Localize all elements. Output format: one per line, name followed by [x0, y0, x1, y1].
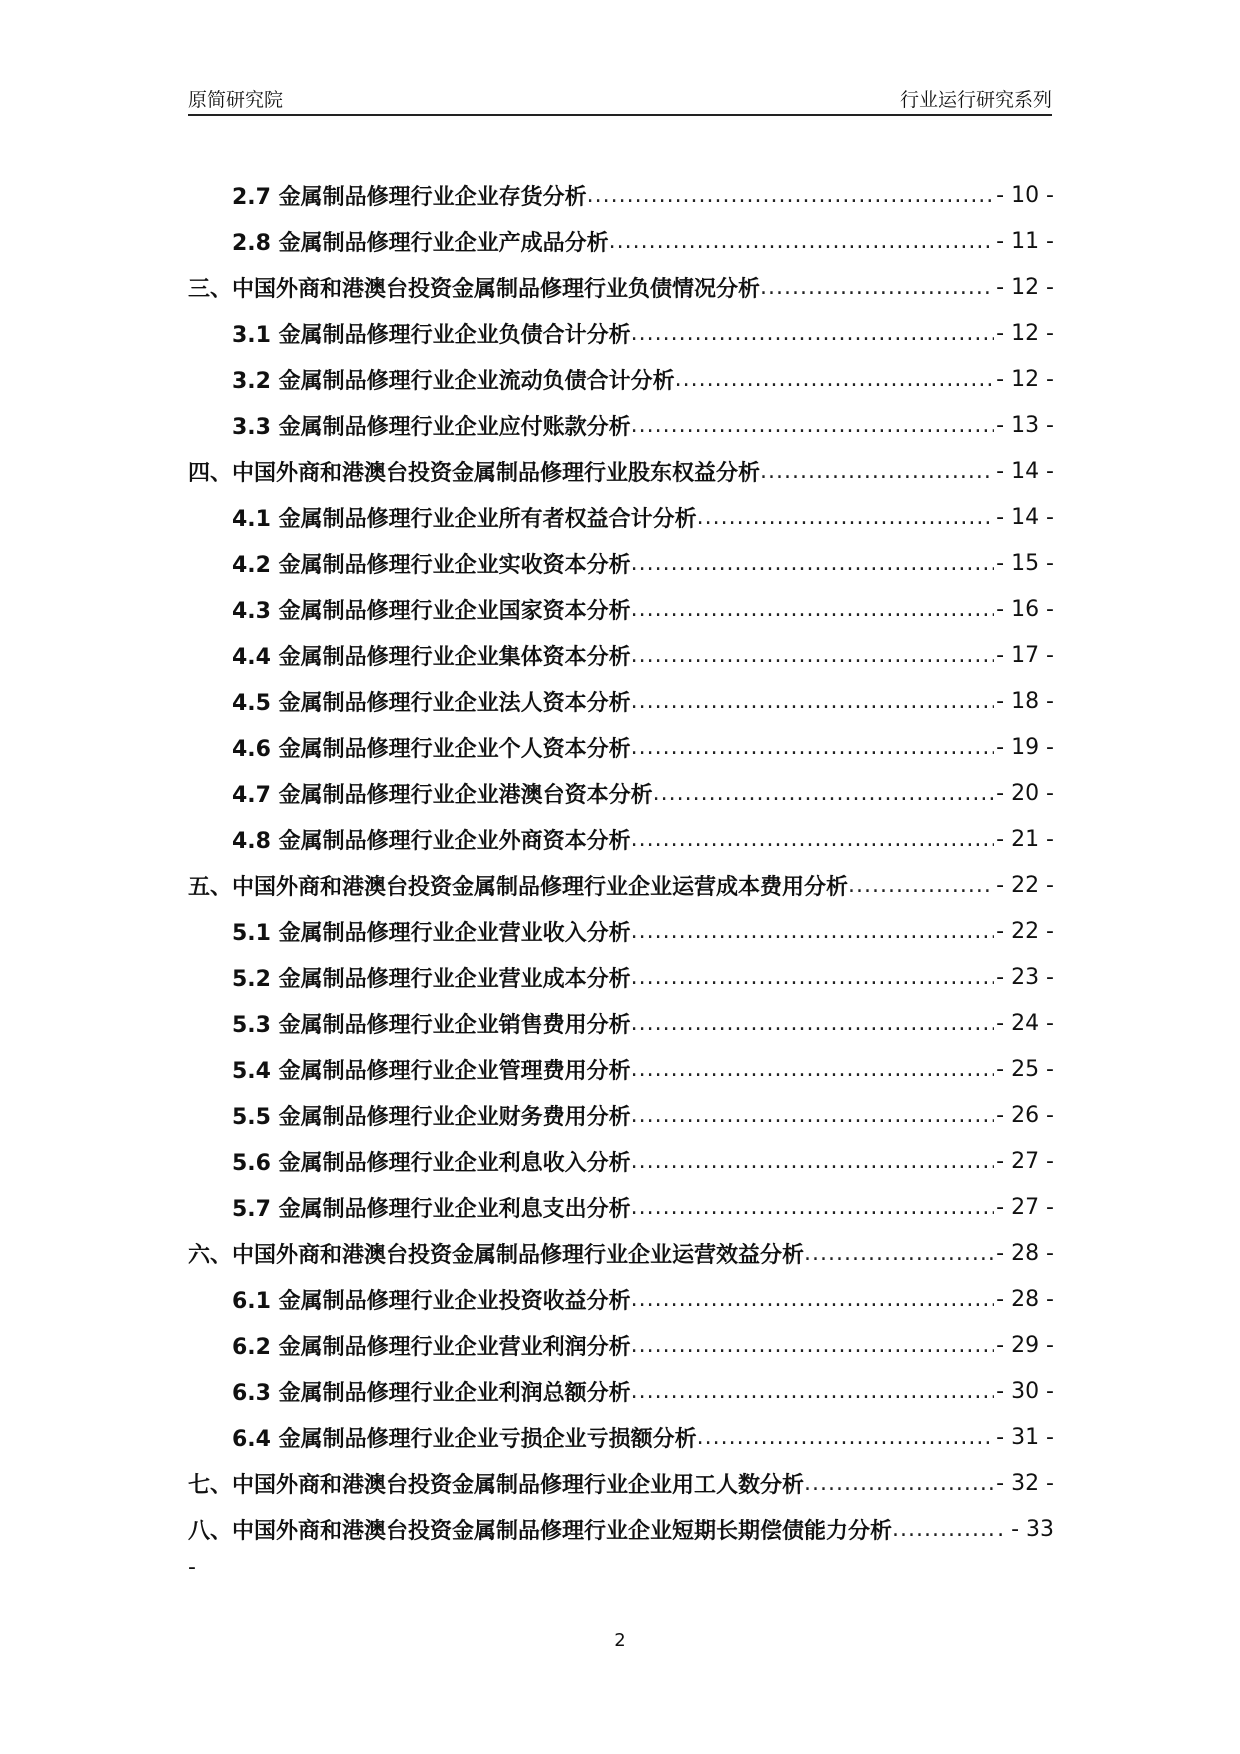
toc-entry[interactable] — [188, 1138, 1054, 1184]
toc-leader-dots — [631, 827, 995, 852]
toc-leader-dots — [653, 781, 995, 806]
toc-entry[interactable] — [188, 310, 1054, 356]
toc-entry-page: - 18 - — [996, 688, 1054, 714]
toc-leader-dots — [631, 1379, 995, 1404]
toc-entry[interactable] — [188, 1230, 1054, 1276]
toc-entry-page: - 12 - — [996, 320, 1054, 346]
toc-entry-title: 四、中国外商和港澳台投资金属制品修理行业股东权益分析 — [188, 460, 761, 486]
toc-entry[interactable] — [188, 908, 1054, 954]
page-number: 2 — [614, 1630, 626, 1651]
toc-entry[interactable] — [188, 1276, 1054, 1322]
toc-entry-title: 4.4 金属制品修理行业企业集体资本分析 — [232, 644, 631, 670]
header-series-name: 行业运行研究系列 — [899, 89, 1052, 111]
toc-entry[interactable] — [188, 448, 1054, 494]
toc-entry[interactable] — [188, 1368, 1054, 1414]
toc-entry-title: 3.2 金属制品修理行业企业流动负债合计分析 — [232, 368, 675, 394]
toc-entry-page: - 17 - — [996, 642, 1054, 668]
toc-entry[interactable] — [188, 1092, 1054, 1138]
toc-leader-dots — [631, 321, 995, 346]
toc-entry[interactable] — [188, 1506, 1054, 1552]
toc-entry-page: - 22 - — [996, 918, 1054, 944]
toc-leader-dots — [631, 689, 995, 714]
toc-entry-title: 5.6 金属制品修理行业企业利息收入分析 — [232, 1150, 631, 1176]
toc-entry-title: 4.7 金属制品修理行业企业港澳台资本分析 — [232, 782, 653, 808]
toc-entry-page: - 24 - — [996, 1010, 1054, 1036]
toc-entry[interactable] — [188, 1322, 1054, 1368]
toc-entry-page: - 28 - — [996, 1286, 1054, 1312]
toc-entry-title: 5.4 金属制品修理行业企业管理费用分析 — [232, 1058, 631, 1084]
toc-leader-dots — [631, 1011, 995, 1036]
toc-entry-page: - 29 - — [996, 1332, 1054, 1358]
toc-leader-dots — [631, 1057, 995, 1082]
toc-leader-dots — [631, 597, 995, 622]
toc-leader-dots — [609, 229, 995, 254]
toc-entry-title: 5.3 金属制品修理行业企业销售费用分析 — [232, 1012, 631, 1038]
toc-leader-dots — [848, 873, 994, 898]
toc-entry-page: - 11 - — [996, 228, 1054, 254]
toc-entry-page: - 32 - — [996, 1470, 1054, 1496]
toc-entry-title: 6.3 金属制品修理行业企业利润总额分析 — [232, 1380, 631, 1406]
toc-entry-title: 五、中国外商和港澳台投资金属制品修理行业企业运营成本费用分析 — [188, 874, 849, 900]
toc-entry-title: 4.5 金属制品修理行业企业法人资本分析 — [232, 690, 631, 716]
toc-entry[interactable] — [188, 816, 1054, 862]
toc-entry-title: 6.1 金属制品修理行业企业投资收益分析 — [232, 1288, 631, 1314]
toc-entry-page: - 28 - — [996, 1240, 1054, 1266]
toc-leader-dots — [697, 1425, 995, 1450]
toc-entry-page: - 31 - — [996, 1424, 1054, 1450]
toc-entry[interactable] — [188, 1414, 1054, 1460]
toc-leader-dots — [760, 275, 994, 300]
toc-leader-dots — [631, 551, 995, 576]
toc-entry-title: 5.2 金属制品修理行业企业营业成本分析 — [232, 966, 631, 992]
toc-leader-dots — [697, 505, 995, 530]
toc-leader-dots — [631, 643, 995, 668]
toc-leader-dots — [631, 1195, 995, 1220]
toc-entry[interactable] — [188, 862, 1054, 908]
toc-entry-title: 5.5 金属制品修理行业企业财务费用分析 — [232, 1104, 631, 1130]
toc-entry-title: 4.8 金属制品修理行业企业外商资本分析 — [232, 828, 631, 854]
toc-entry[interactable] — [188, 586, 1054, 632]
toc-entry[interactable] — [188, 1000, 1054, 1046]
toc-leader-dots — [631, 919, 995, 944]
toc-entry-page: - 12 - — [996, 366, 1054, 392]
toc-entry-title: 6.4 金属制品修理行业企业亏损企业亏损额分析 — [232, 1426, 697, 1452]
toc-entry-page: - 22 - — [996, 872, 1054, 898]
toc-entry[interactable] — [188, 954, 1054, 1000]
toc-entry-page: - 25 - — [996, 1056, 1054, 1082]
toc-entry-title: 4.2 金属制品修理行业企业实收资本分析 — [232, 552, 631, 578]
toc-entry-page: - 13 - — [996, 412, 1054, 438]
toc-entry[interactable] — [188, 1460, 1054, 1506]
toc-entry-title: 4.3 金属制品修理行业企业国家资本分析 — [232, 598, 631, 624]
toc-entry-page: - 20 - — [996, 780, 1054, 806]
toc-entry-page: - 12 - — [996, 274, 1054, 300]
toc-entry-title: 三、中国外商和港澳台投资金属制品修理行业负债情况分析 — [188, 276, 761, 302]
table-of-contents — [188, 172, 1054, 1552]
toc-entry-page: - 14 - — [996, 504, 1054, 530]
toc-entry-page: - 16 - — [996, 596, 1054, 622]
toc-entry-page: - 14 - — [996, 458, 1054, 484]
toc-entry[interactable] — [188, 172, 1054, 218]
toc-entry[interactable] — [188, 1046, 1054, 1092]
toc-continuation: - — [188, 1555, 196, 1580]
toc-entry-page: - 19 - — [996, 734, 1054, 760]
toc-entry-title: 3.1 金属制品修理行业企业负债合计分析 — [232, 322, 631, 348]
toc-entry[interactable] — [188, 264, 1054, 310]
toc-entry-title: 六、中国外商和港澳台投资金属制品修理行业企业运营效益分析 — [188, 1242, 805, 1268]
toc-leader-dots — [631, 1103, 995, 1128]
toc-leader-dots — [760, 459, 994, 484]
page-header — [188, 88, 1052, 116]
toc-entry-title: 5.1 金属制品修理行业企业营业收入分析 — [232, 920, 631, 946]
toc-entry-page: - 21 - — [996, 826, 1054, 852]
toc-entry-page: - 26 - — [996, 1102, 1054, 1128]
toc-entry-page: - 23 - — [996, 964, 1054, 990]
toc-entry-page: - 15 - — [996, 550, 1054, 576]
toc-entry[interactable] — [188, 1184, 1054, 1230]
toc-entry-page: - 10 - — [996, 182, 1054, 208]
toc-entry[interactable] — [188, 356, 1054, 402]
toc-leader-dots — [631, 1149, 995, 1174]
toc-entry-page: - 27 - — [996, 1194, 1054, 1220]
toc-entry-title: 2.7 金属制品修理行业企业存货分析 — [232, 184, 587, 210]
toc-leader-dots — [631, 413, 995, 438]
toc-entry-title: 4.1 金属制品修理行业企业所有者权益合计分析 — [232, 506, 697, 532]
toc-entry[interactable] — [188, 678, 1054, 724]
toc-entry-page: - 27 - — [996, 1148, 1054, 1174]
toc-entry-page: - 30 - — [996, 1378, 1054, 1404]
toc-entry[interactable] — [188, 494, 1054, 540]
toc-leader-dots — [631, 1333, 995, 1358]
toc-entry-title: 八、中国外商和港澳台投资金属制品修理行业企业短期长期偿债能力分析 — [188, 1518, 893, 1544]
toc-entry[interactable] — [188, 540, 1054, 586]
toc-leader-dots — [631, 1287, 995, 1312]
toc-entry-title: 4.6 金属制品修理行业企业个人资本分析 — [232, 736, 631, 762]
toc-leader-dots — [587, 183, 995, 208]
toc-entry-title: 2.8 金属制品修理行业企业产成品分析 — [232, 230, 609, 256]
toc-leader-dots — [804, 1471, 994, 1496]
toc-entry[interactable] — [188, 724, 1054, 770]
toc-entry-title: 5.7 金属制品修理行业企业利息支出分析 — [232, 1196, 631, 1222]
toc-leader-dots — [631, 735, 995, 760]
toc-entry-page: . - 33 — [997, 1516, 1054, 1542]
header-org-name: 原简研究院 — [188, 89, 284, 111]
toc-entry[interactable] — [188, 218, 1054, 264]
toc-leader-dots — [892, 1517, 995, 1542]
toc-entry[interactable] — [188, 402, 1054, 448]
toc-entry[interactable] — [188, 632, 1054, 678]
toc-leader-dots — [631, 965, 995, 990]
toc-leader-dots — [804, 1241, 994, 1266]
toc-leader-dots — [675, 367, 995, 392]
toc-entry-title: 6.2 金属制品修理行业企业营业利润分析 — [232, 1334, 631, 1360]
toc-entry-title: 七、中国外商和港澳台投资金属制品修理行业企业用工人数分析 — [188, 1472, 805, 1498]
toc-entry-title: 3.3 金属制品修理行业企业应付账款分析 — [232, 414, 631, 440]
toc-entry[interactable] — [188, 770, 1054, 816]
